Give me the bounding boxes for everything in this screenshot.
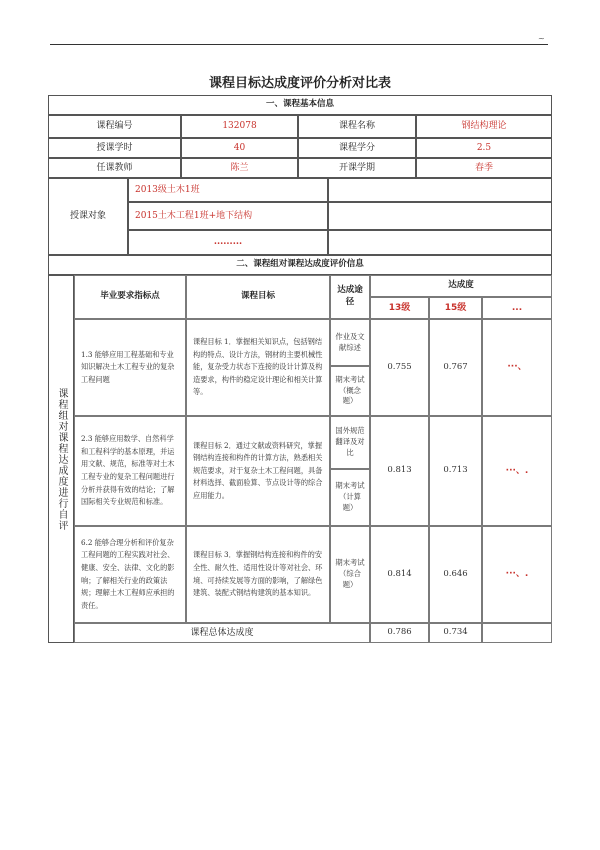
grade-15-header: 15级	[429, 297, 482, 319]
goal-2: 课程目标 2．通过文献或资料研究，掌握钢结构连接和构件的计算方法，熟悉相关规范要求，对于复杂土木工程问题，具备材料选择、截面验算、节点设计等的综合应用能力。	[186, 416, 330, 526]
value-2-more: ···、.	[482, 416, 552, 526]
hours-value: 40	[181, 138, 298, 158]
value-1-15: 0.767	[429, 319, 482, 416]
method-3a: 期末考试（综合题）	[330, 526, 370, 623]
method-1b: 期末考试（概念题）	[330, 366, 370, 416]
target-label: 授课对象	[48, 178, 128, 255]
col-degree-header: 达成度	[370, 275, 552, 297]
indicator-3: 6.2 能够合理分析和评价复杂工程问题的工程实践对社会、健康、安全、法律、文化的影响；了解相关行业的政策法规；理解土木工程师应承担的责任。	[74, 526, 186, 623]
hours-label: 授课学时	[48, 138, 181, 158]
value-3-15: 0.646	[429, 526, 482, 623]
method-1a: 作业及文献综述	[330, 319, 370, 366]
page-corner-mark: ~	[538, 34, 545, 43]
overall-label: 课程总体达成度	[74, 623, 370, 643]
value-1-more: ···、	[482, 319, 552, 416]
course-code-value: 132078	[181, 115, 298, 138]
overall-13: 0.786	[370, 623, 429, 643]
course-name-value: 钢结构理论	[416, 115, 552, 138]
credits-value: 2.5	[416, 138, 552, 158]
self-eval-side-label: 课程组对课程达成度进行自评	[56, 387, 67, 531]
indicator-2: 2.3 能够应用数学、自然科学和工程科学的基本原理，并运用文献、规范，标准等对土木工程专业的复杂工程问题进行分析并获得有效的结论；了解国际相关专业规范和标准。	[74, 416, 186, 526]
col-goal-header: 课程目标	[186, 275, 330, 319]
col-method-header: 达成途径	[330, 275, 370, 319]
value-3-13: 0.814	[370, 526, 429, 623]
target-blank-1	[328, 178, 552, 202]
value-2-13: 0.813	[370, 416, 429, 526]
self-eval-side	[48, 275, 74, 643]
target-blank-3	[328, 230, 552, 255]
grade-more-header: ...	[482, 297, 552, 319]
value-2-15: 0.713	[429, 416, 482, 526]
teacher-label: 任课教师	[48, 158, 181, 178]
course-name-label: 课程名称	[298, 115, 416, 138]
grade-13-header: 13级	[370, 297, 429, 319]
evaluation-table	[48, 95, 552, 643]
col-indicator-header: 毕业要求指标点	[74, 275, 186, 319]
course-code-label: 课程编号	[48, 115, 181, 138]
teacher-value: 陈兰	[181, 158, 298, 178]
target-blank-2	[328, 202, 552, 230]
overall-15: 0.734	[429, 623, 482, 643]
method-2a: 国外规范翻译及对比	[330, 416, 370, 469]
value-3-more: ···、.	[482, 526, 552, 623]
term-value: 春季	[416, 158, 552, 178]
indicator-1: 1.3 能够应用工程基础和专业知识解决土木工程专业的复杂工程问题	[74, 319, 186, 416]
credits-label: 课程学分	[298, 138, 416, 158]
goal-1: 课程目标 1．掌握相关知识点，包括钢结构的特点、设计方法，钢材的主要机械性能，复杂受力状态下连接的设计计算及构造要求，构件的稳定设计理论和相关计算等。	[186, 319, 330, 416]
term-label: 开课学期	[298, 158, 416, 178]
goal-3: 课程目标 3．掌握钢结构连接和构件的安全性、耐久性、适用性设计等对社会、环境、可持续发展等方面的影响，了解绿色建筑、装配式钢结构建筑的基本知识。	[186, 526, 330, 623]
header-rule	[50, 44, 548, 45]
overall-more	[482, 623, 552, 643]
target-class-1: 2013级土木1班	[128, 178, 328, 202]
target-class-2: 2015土木工程1班+地下结构	[128, 202, 328, 230]
target-more: .........	[128, 230, 328, 255]
value-1-13: 0.755	[370, 319, 429, 416]
section1-header: 一、课程基本信息	[48, 95, 552, 115]
method-2b: 期末考试（计算题）	[330, 469, 370, 526]
page-title: 课程目标达成度评价分析对比表	[208, 76, 391, 91]
section2-header: 二、课程组对课程达成度评价信息	[48, 255, 552, 275]
